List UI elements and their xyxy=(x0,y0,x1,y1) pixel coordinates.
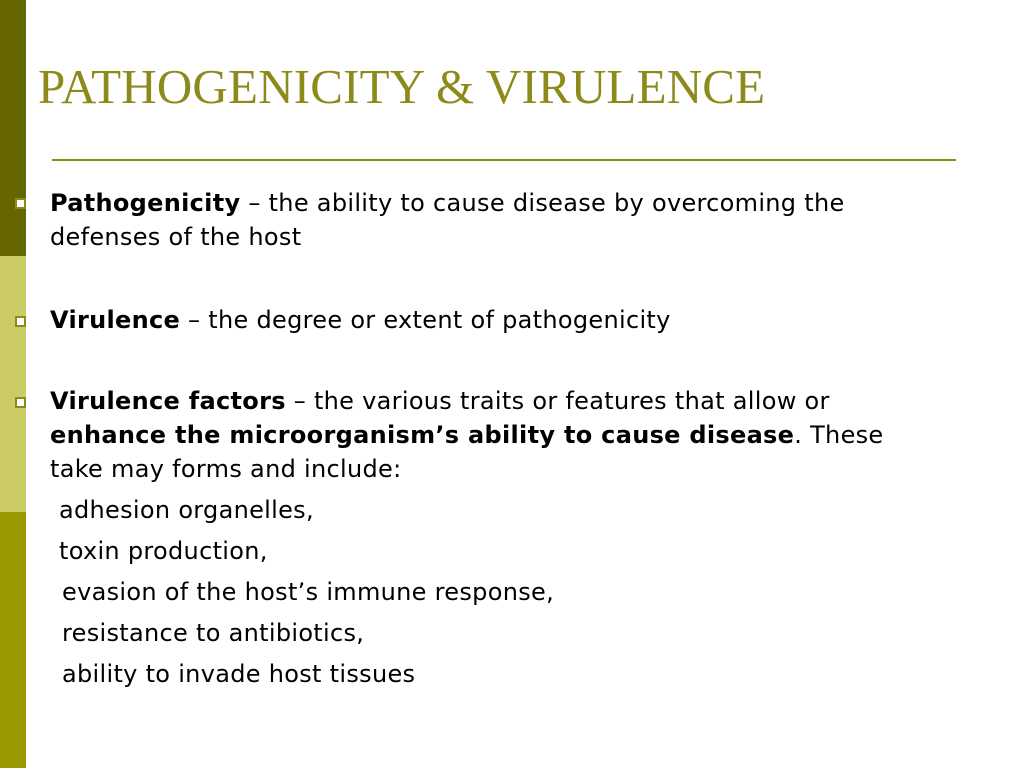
definition-line-3: take may forms and include: xyxy=(50,455,402,483)
term-virulence-factors: Virulence factors xyxy=(50,387,286,415)
square-bullet-icon xyxy=(15,198,26,209)
title-underline xyxy=(52,159,956,161)
definition-line-1: – the various traits or features that allow or xyxy=(285,387,830,415)
definition-line-2: defenses of the host xyxy=(50,223,302,251)
bullet-virulence-factors xyxy=(50,384,1020,486)
side-bar-mid-segment xyxy=(0,512,26,768)
side-bar-dark-segment xyxy=(0,0,26,256)
factor-item: evasion of the host’s immune response, xyxy=(62,578,554,606)
factor-item: toxin production, xyxy=(59,537,268,565)
square-bullet-icon xyxy=(15,397,26,408)
bullet-pathogenicity xyxy=(50,186,1020,254)
definition-line-2-rest: . These xyxy=(794,421,884,449)
term-pathogenicity: Pathogenicity xyxy=(50,189,241,217)
definition-line-1: – the degree or extent of pathogenicity xyxy=(180,306,671,334)
square-bullet-icon xyxy=(15,316,26,327)
factor-item: resistance to antibiotics, xyxy=(62,619,365,647)
definition-line-1: – the ability to cause disease by overcoming the xyxy=(240,189,845,217)
factor-item: ability to invade host tissues xyxy=(62,660,416,688)
term-virulence: Virulence xyxy=(50,306,181,334)
bullet-virulence xyxy=(50,303,1020,337)
definition-line-2-bold: enhance the microorganism’s ability to cause disease xyxy=(50,421,795,449)
slide-title: PATHOGENICITY & VIRULENCE xyxy=(38,59,766,114)
factor-item: adhesion organelles, xyxy=(59,496,314,524)
side-bar-light-segment xyxy=(0,256,26,512)
